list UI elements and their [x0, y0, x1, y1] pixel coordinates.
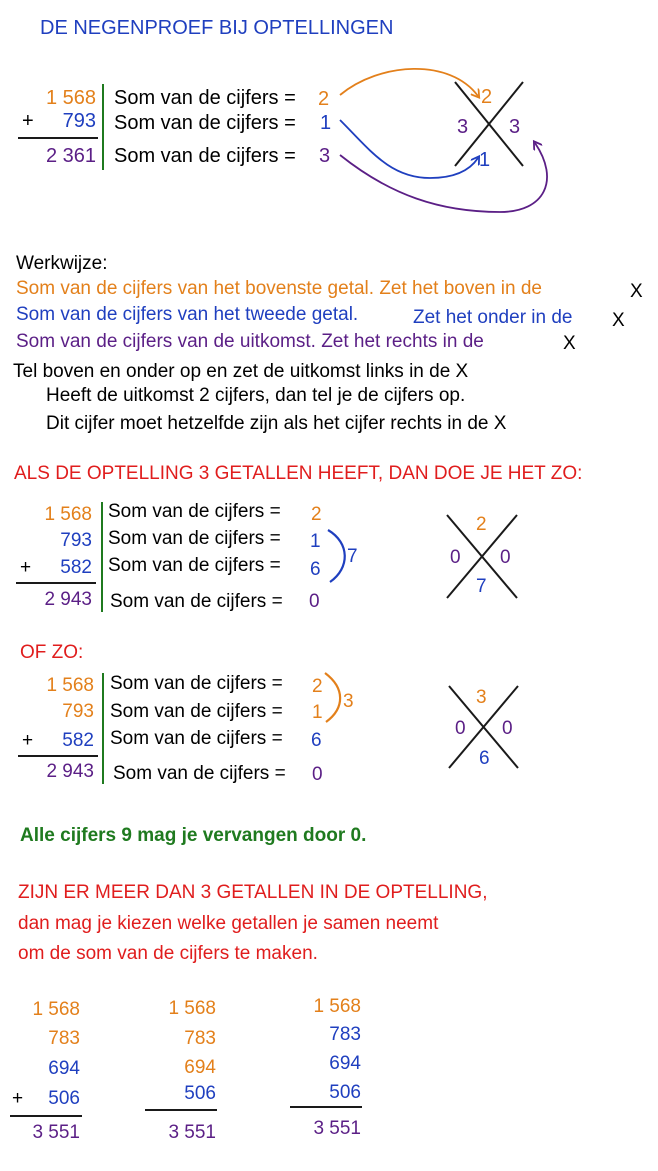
ex1-cross-bottom: 1	[479, 149, 491, 171]
col1-number-1: 1 568	[32, 999, 80, 1020]
werkwijze-step-2b: Zet het onder in de	[413, 307, 573, 328]
werkwijze-heading: Werkwijze:	[16, 253, 108, 274]
ex2-plus: +	[20, 557, 32, 578]
ex1-label-3: Som van de cijfers =	[114, 145, 296, 167]
ex1-divider	[102, 84, 104, 170]
col1-number-2: 783	[48, 1028, 80, 1049]
col1-result: 3 551	[32, 1122, 80, 1143]
ex1-cross-right: 3	[509, 116, 521, 138]
ex1-sum-line	[18, 137, 98, 139]
ex1-plus: +	[22, 110, 34, 132]
werkwijze-step-2: Som van de cijfers van het tweede getal.	[16, 304, 359, 325]
col2-sum-line	[145, 1109, 217, 1111]
ex3-digitsum-3: 6	[311, 730, 322, 751]
ex1-number-2: 793	[62, 110, 96, 132]
col1-number-3: 694	[48, 1058, 80, 1079]
werkwijze-x-2: X	[612, 310, 625, 331]
ex3-sum-line	[18, 755, 98, 757]
col3-number-4: 506	[329, 1082, 361, 1103]
ex2-digitsum-3: 6	[310, 559, 321, 580]
col3-sum-line	[290, 1106, 362, 1108]
ex2-label-2: Som van de cijfers =	[108, 528, 281, 549]
ex2-label-3: Som van de cijfers =	[108, 555, 281, 576]
ex3-divider	[102, 673, 104, 784]
col3-number-1: 1 568	[313, 996, 361, 1017]
ex2-label-1: Som van de cijfers =	[108, 501, 281, 522]
bracket-2	[328, 530, 345, 582]
ex3-label-1: Som van de cijfers =	[110, 673, 283, 694]
col1-number-4: 506	[48, 1088, 80, 1109]
ex3-label-4: Som van de cijfers =	[113, 763, 286, 784]
col3-number-2: 783	[329, 1024, 361, 1045]
three-numbers-heading: ALS DE OPTELLING 3 GETALLEN HEEFT, DAN DOE JE HET ZO:	[14, 463, 583, 484]
ex1-number-1: 1 568	[45, 87, 96, 109]
more-line-2: dan mag je kiezen welke getallen je samen neemt	[18, 913, 439, 934]
col3-number-3: 694	[329, 1053, 361, 1074]
bracket-3	[325, 673, 340, 722]
ex3-number-1: 1 568	[46, 675, 94, 696]
ex1-cross-top: 2	[481, 86, 493, 108]
ex2-cross-top: 2	[476, 514, 487, 535]
ex2-number-2: 793	[60, 530, 92, 551]
ex2-number-1: 1 568	[44, 504, 92, 525]
col2-number-4: 506	[184, 1083, 216, 1104]
col2-result: 3 551	[168, 1122, 216, 1143]
ex1-digitsum-3: 3	[319, 145, 331, 167]
orange-arrow	[340, 69, 478, 96]
ex2-label-4: Som van de cijfers =	[110, 591, 283, 612]
ex2-digitsum-4: 0	[309, 591, 320, 612]
werkwijze-step-4: Tel boven en onder op en zet de uitkomst links in de X	[13, 361, 469, 382]
ex2-divider	[101, 502, 103, 612]
ex2-bracket-sum: 7	[347, 546, 358, 567]
ex1-digitsum-1: 2	[318, 88, 330, 110]
col2-number-1: 1 568	[168, 998, 216, 1019]
page-title: DE NEGENPROEF BIJ OPTELLINGEN	[40, 17, 394, 39]
ex2-number-3: 582	[60, 557, 92, 578]
ex3-label-3: Som van de cijfers =	[110, 728, 283, 749]
ex3-result: 2 943	[46, 761, 94, 782]
ex1-label-1: Som van de cijfers =	[114, 87, 296, 109]
col1-sum-line	[10, 1115, 82, 1117]
ex3-label-2: Som van de cijfers =	[110, 701, 283, 722]
werkwijze-step-5: Heeft de uitkomst 2 cijfers, dan tel je de cijfers op.	[46, 385, 466, 406]
werkwijze-x-3: X	[563, 333, 576, 354]
col2-number-2: 783	[184, 1028, 216, 1049]
ex2-digitsum-1: 2	[311, 504, 322, 525]
ex3-number-2: 793	[62, 701, 94, 722]
ex2-cross-left: 0	[450, 547, 461, 568]
col2-number-3: 694	[184, 1057, 216, 1078]
ex3-number-3: 582	[62, 730, 94, 751]
ex3-bracket-sum: 3	[343, 691, 354, 712]
ex3-digitsum-1: 2	[312, 676, 323, 697]
ex2-digitsum-2: 1	[310, 531, 321, 552]
ex1-label-2: Som van de cijfers =	[114, 112, 296, 134]
ex1-digitsum-2: 1	[320, 112, 332, 134]
col1-plus: +	[12, 1088, 24, 1109]
ex3-cross-right: 0	[502, 718, 513, 739]
werkwijze-step-3: Som van de cijfers van de uitkomst. Zet het rechts in de	[16, 331, 484, 352]
werkwijze-step-1: Som van de cijfers van het bovenste getal. Zet het boven in de	[16, 278, 542, 299]
ex1-result: 2 361	[45, 145, 96, 167]
ex2-cross-bottom: 7	[476, 576, 487, 597]
more-line-3: om de som van de cijfers te maken.	[18, 943, 318, 964]
ex3-plus: +	[22, 730, 34, 751]
ex3-digitsum-4: 0	[312, 764, 323, 785]
nines-rule: Alle cijfers 9 mag je vervangen door 0.	[20, 825, 367, 846]
werkwijze-step-6: Dit cijfer moet hetzelfde zijn als het cijfer rechts in de X	[46, 413, 507, 434]
werkwijze-x-1: X	[630, 281, 643, 302]
ex2-sum-line	[16, 582, 96, 584]
col3-result: 3 551	[313, 1118, 361, 1139]
ofzo-heading: OF ZO:	[20, 642, 84, 663]
ex3-cross-top: 3	[476, 687, 487, 708]
ex1-cross-left: 3	[457, 116, 469, 138]
ex2-result: 2 943	[44, 589, 92, 610]
ex3-cross-bottom: 6	[479, 748, 490, 769]
more-line-1: ZIJN ER MEER DAN 3 GETALLEN IN DE OPTELLING,	[18, 882, 488, 903]
ex2-cross-right: 0	[500, 547, 511, 568]
ex3-cross-left: 0	[455, 718, 466, 739]
ex3-digitsum-2: 1	[312, 702, 323, 723]
